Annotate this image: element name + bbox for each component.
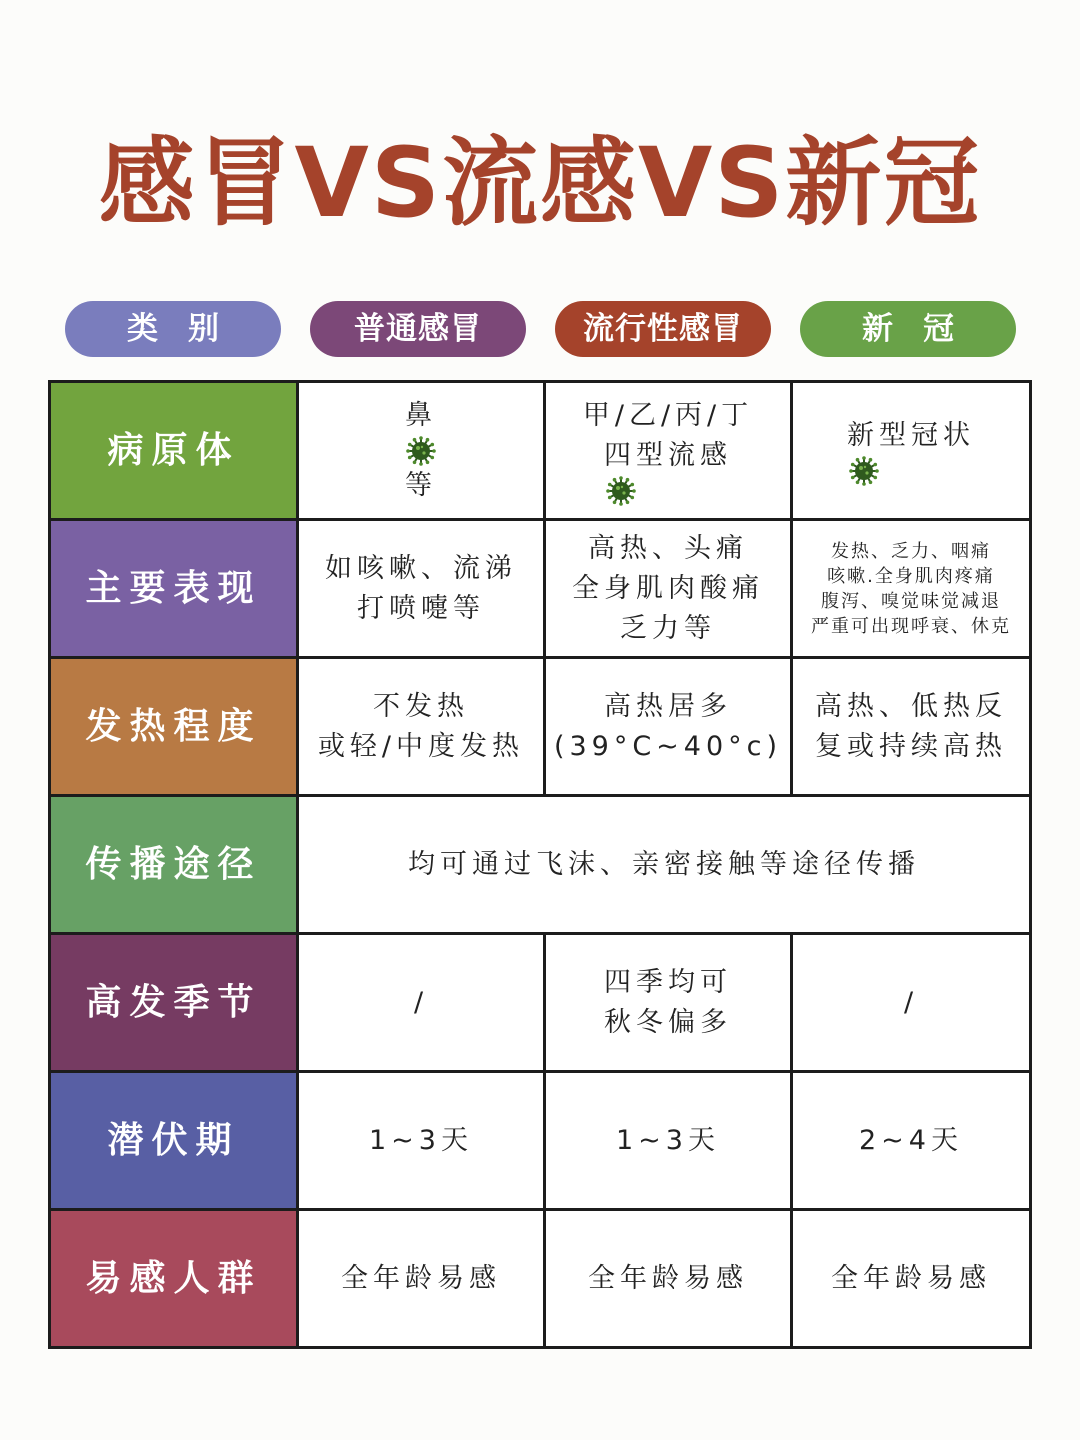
cell-text: 新型冠状 — [847, 419, 975, 451]
row-label: 潜伏期 — [51, 1073, 296, 1208]
cell-text: / — [903, 986, 919, 1018]
row-label: 主要表现 — [51, 521, 296, 656]
cell-text: 高热、低热反 — [815, 690, 1007, 722]
table-cell: 均可通过飞沫、亲密接触等途径传播 — [299, 797, 1029, 932]
cell-text: 甲/乙/丙/丁 — [582, 399, 754, 431]
table-cell — [793, 659, 1029, 794]
cell-text: 秋冬偏多 — [604, 1006, 732, 1038]
table-cell — [299, 935, 543, 1070]
virus-icon — [606, 476, 636, 506]
cell-text: 等 — [405, 469, 437, 501]
virus-icon — [849, 456, 879, 486]
row-label: 发热程度 — [51, 659, 296, 794]
cell-text: 四型流感 — [603, 439, 732, 471]
table-cell — [299, 521, 543, 656]
row-label: 病原体 — [51, 383, 296, 518]
virus-icon — [406, 436, 436, 466]
table-cell — [546, 659, 790, 794]
column-headers — [0, 301, 1080, 357]
table-cell — [546, 1211, 790, 1346]
cell-text: 全年龄易感 — [341, 1262, 501, 1294]
table-cell — [793, 1073, 1029, 1208]
table-cell — [793, 935, 1029, 1070]
cell-text: 如咳嗽、流涕 — [325, 552, 517, 584]
header-pill-covid: 新冠 — [800, 301, 1016, 357]
cell-text: 腹泻、嗅觉味觉减退 — [821, 590, 1001, 612]
cell-text: / — [413, 986, 429, 1018]
table-cell — [793, 521, 1029, 656]
header-pill-category: 类别 — [65, 301, 281, 357]
row-label: 易感人群 — [51, 1211, 296, 1346]
cell-text: 1~3天 — [616, 1124, 720, 1156]
table-cell — [299, 383, 543, 518]
table-cell — [546, 935, 790, 1070]
cell-text: 鼻 — [405, 399, 437, 431]
cell-text: (39°C~40°c) — [553, 730, 783, 762]
cell-text: 四季均可 — [604, 966, 732, 998]
header-pill-common-cold: 普通感冒 — [310, 301, 526, 357]
cell-text: 高热、头痛 — [588, 532, 748, 564]
cell-text: 1~3天 — [369, 1124, 473, 1156]
cell-text: 全身肌肉酸痛 — [572, 572, 764, 604]
comparison-table — [48, 380, 1032, 1349]
table-cell — [793, 383, 1029, 518]
cell-text: 咳嗽.全身肌肉疼痛 — [827, 565, 995, 587]
row-label: 高发季节 — [51, 935, 296, 1070]
row-label: 传播途径 — [51, 797, 296, 932]
table-cell — [299, 659, 543, 794]
cell-text: 打喷嚏等 — [357, 592, 485, 624]
table-cell — [299, 1211, 543, 1346]
cell-text: 复或持续高热 — [815, 730, 1007, 762]
table-cell — [793, 1211, 1029, 1346]
table-cell — [546, 521, 790, 656]
cell-text: 发热、乏力、咽痛 — [831, 540, 991, 562]
table-cell — [546, 1073, 790, 1208]
cell-text: 全年龄易感 — [831, 1262, 991, 1294]
header-pill-influenza: 流行性感冒 — [555, 301, 771, 357]
cell-text: 2~4天 — [859, 1124, 963, 1156]
cell-text: 高热居多 — [603, 690, 732, 722]
cell-text: 或轻/中度发热 — [317, 730, 525, 762]
cell-text: 严重可出现呼衰、休克 — [811, 615, 1011, 637]
table-cell — [546, 383, 790, 518]
cell-text: 乏力等 — [620, 612, 716, 644]
cell-text: 不发热 — [372, 690, 469, 722]
cell-text: 全年龄易感 — [588, 1262, 748, 1294]
page-title: 感冒VS流感VS新冠 — [98, 127, 982, 239]
table-cell — [299, 1073, 543, 1208]
